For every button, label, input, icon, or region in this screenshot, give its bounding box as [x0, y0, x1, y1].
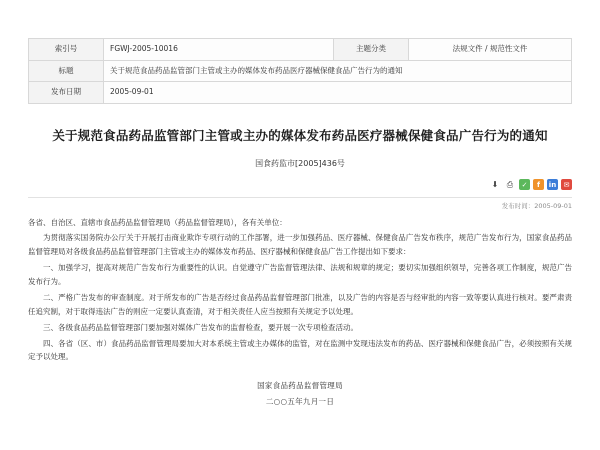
signature-block	[28, 378, 572, 410]
index-label: 索引号	[29, 39, 104, 61]
page-title: 关于规范食品药品监管部门主管或主办的媒体发布药品医疗器械保健食品广告行为的通知	[52, 127, 548, 143]
signature-date: 二○○五年九月一日	[265, 397, 335, 406]
metadata-table	[28, 38, 572, 104]
document-number: 国食药监市[2005]436号	[255, 158, 345, 168]
body-paragraph: 三、各级食品药品监督管理部门要加强对媒体广告发布的监督检查，要开展一次专项检查活动。	[43, 322, 358, 332]
publish-date-label: 发布日期	[29, 82, 104, 104]
table-row	[29, 39, 572, 61]
divider	[28, 197, 572, 198]
document-toolbar	[28, 179, 572, 195]
table-row	[29, 82, 572, 104]
body-paragraph: 四、各省（区、市）食品药品监督管理局要加大对本系统主管或主办媒体的监管，对在监测中发现违法发布的药品、医疗器械和保健食品广告，必须按照有关规定予以处理。	[28, 338, 572, 362]
body-paragraph: 各省、自治区、直辖市食品药品监督管理局（药品监督管理局），各有关单位：	[28, 217, 287, 227]
document-body	[28, 216, 572, 365]
title-label: 标题	[29, 60, 104, 82]
share-red-icon[interactable]: ✉	[561, 179, 572, 190]
share-orange-icon[interactable]: f	[533, 179, 544, 190]
publish-date-value: 2005-09-01	[104, 82, 572, 104]
print-icon[interactable]: ⎙	[506, 179, 514, 189]
category-value: 法规文件 / 规范性文件	[409, 39, 572, 61]
body-paragraph: 一、加强学习，提高对规范广告发布行为重要性的认识。自觉遵守广告监督管理法律、法规和规章的规定；要切实加强组织领导，完善各项工作制度，规范广告发布行为。	[28, 263, 572, 286]
title-value: 关于规范食品药品监管部门主管或主办的媒体发布药品医疗器械保健食品广告行为的通知	[104, 60, 572, 82]
share-blue-icon[interactable]: in	[548, 180, 557, 189]
index-value: FGWJ-2005-10016	[104, 39, 334, 61]
body-paragraph: 为贯彻落实国务院办公厅关于开展打击商业欺诈专项行动的工作部署，进一步加强药品、医疗器械、保健食品广告发布秩序，规范广告发布行为，国家食品药品监督管理局对各级食品药品监督管理部门主管或主办的媒体发布药品、医疗器械和保健食品广告工作提出如下要求：	[28, 233, 572, 257]
download-icon[interactable]: ⬇	[491, 179, 499, 189]
body-paragraph: 二、严格广告发布的审查制度。对于所发布的广告是否经过食品药品监督管理部门批准，以及广告的内容是否与经审批的内容一致等要认真进行核对。要严肃责任追究制，对于取得违法广告的则应一定要认真查清，对于相关责任人应当按照有关规定予以处理。	[28, 292, 572, 316]
share-green-icon[interactable]: ✓	[519, 179, 530, 190]
signature-organization: 国家食品药品监督管理局	[257, 381, 343, 391]
table-row	[29, 60, 572, 82]
category-label: 主题分类	[334, 39, 409, 61]
publish-time-text: 发布时间：2005-09-01	[501, 201, 572, 210]
